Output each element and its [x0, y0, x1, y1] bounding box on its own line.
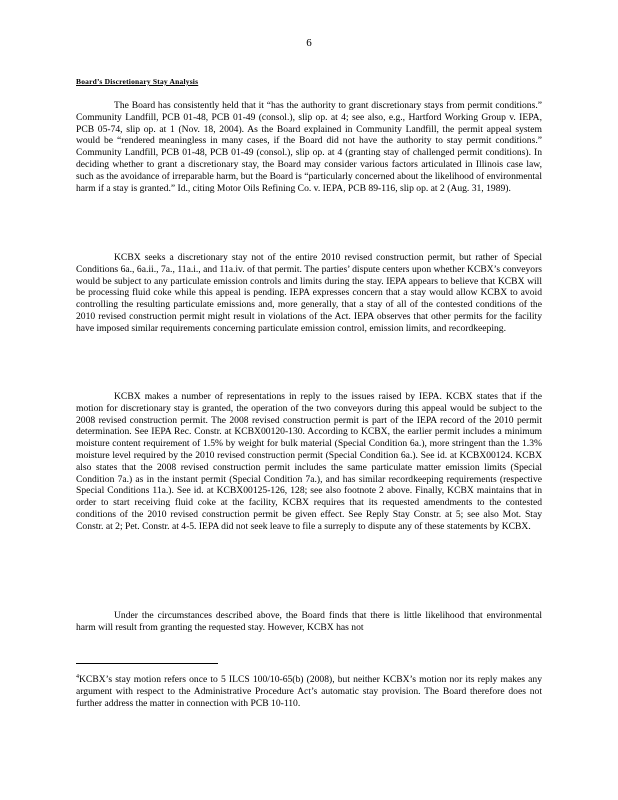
paragraph-1: The Board has consistently held that it “has the authority to grant discretionary stays from permit conditions.” Community Landfill, PCB 01-48, PCB 01-49 (consol.), slip op. at 4; see also, e.g., Hartford Working Group v. IEPA, PCB 05-74, slip op. at 1 (Nov. 18, 2004). As the Board explained in Community Landfill, the permit appeal system would be “rendered meaningless in many cases, if the Board did not have the authority to stay permit conditions.” Community Landfill, PCB 01-48, PCB 01-49 (consol.), slip op. at 4 (granting stay of challenged permit conditions). In deciding whether to grant a discretionary stay, the Board may consider various factors articulated in Illinois case law, such as the avoidance of irreparable harm, but the Board is “particularly concerned about the likelihood of environmental harm if a stay is granted.” Id., citing Motor Oils Refining Co. v. IEPA, PCB 89-116, slip op. at 2 (Aug. 31, 1989).	[76, 100, 542, 194]
footnote-marker: 4	[76, 674, 79, 680]
footnote	[76, 672, 542, 710]
paragraph-2: KCBX seeks a discretionary stay not of the entire 2010 revised construction permit, but rather of Special Conditions 6a., 6a.ii., 7a., 11a.i., and 11a.iv. of that permit. The parties’ dispute centers upon whether KCBX’s conveyors would be subject to any particulate emission controls and limits during the stay. IEPA appears to believe that KCBX will be processing fluid coke while this appeal is pending. IEPA expresses concern that a stay would allow KCBX to avoid controlling the resulting particulate emissions and, more generally, that a stay of all of the contested conditions of the 2010 revised construction permit might result in violations of the Act. IEPA observes that other permits for the facility have imposed similar requirements concerning particulate emission control, emission limits, and recordkeeping.	[76, 252, 542, 334]
paragraph-3: KCBX makes a number of representations in reply to the issues raised by IEPA. KCBX states that if the motion for discretionary stay is granted, the operation of the two conveyors during this appeal would be subject to the 2008 revised construction permit. The 2008 revised construction permit is part of the IEPA record of the 2010 permit determination. See IEPA Rec. Constr. at KCBX00120-130. According to KCBX, the earlier permit includes a minimum moisture content requirement of 1.5% by weight for bulk material (Special Condition 6a.), more stringent than the 1.3% moisture level required by the 2010 revised construction permit (Special Condition 6a.). See id. at KCBX00124. KCBX also states that the 2008 revised construction permit includes the same particulate matter emission limits (Special Condition 7a.) as in the instant permit (Special Condition 7a.), and has similar recordkeeping requirements (respective Special Conditions 11a.). See id. at KCBX00125-126, 128; see also footnote 2 above. Finally, KCBX maintains that in order to start receiving fluid coke at the facility, KCBX requires that its requested amendments to the contested conditions of the 2010 revised construction permit be given effect. See Reply Stay Constr. at 5; see also Mot. Stay Constr. at 2; Pet. Constr. at 4-5. IEPA did not seek leave to file a surreply to dispute any of these statements by KCBX.	[76, 391, 542, 532]
paragraph-4: Under the circumstances described above, the Board finds that there is little likelihood that environmental harm will result from granting the requested stay. However, KCBX has not	[76, 610, 542, 633]
footnote-text: KCBX’s stay motion refers once to 5 ILCS 100/10-65(b) (2008), but neither KCBX’s motion nor its reply makes any argument with respect to the Administrative Procedure Act’s automatic stay provision. The Board therefore does not further address the matter in connection with PCB 10-110.	[76, 674, 542, 709]
footnote-divider	[76, 663, 218, 664]
section-heading: Board’s Discretionary Stay Analysis	[76, 77, 199, 86]
page-number: 6	[306, 37, 312, 49]
